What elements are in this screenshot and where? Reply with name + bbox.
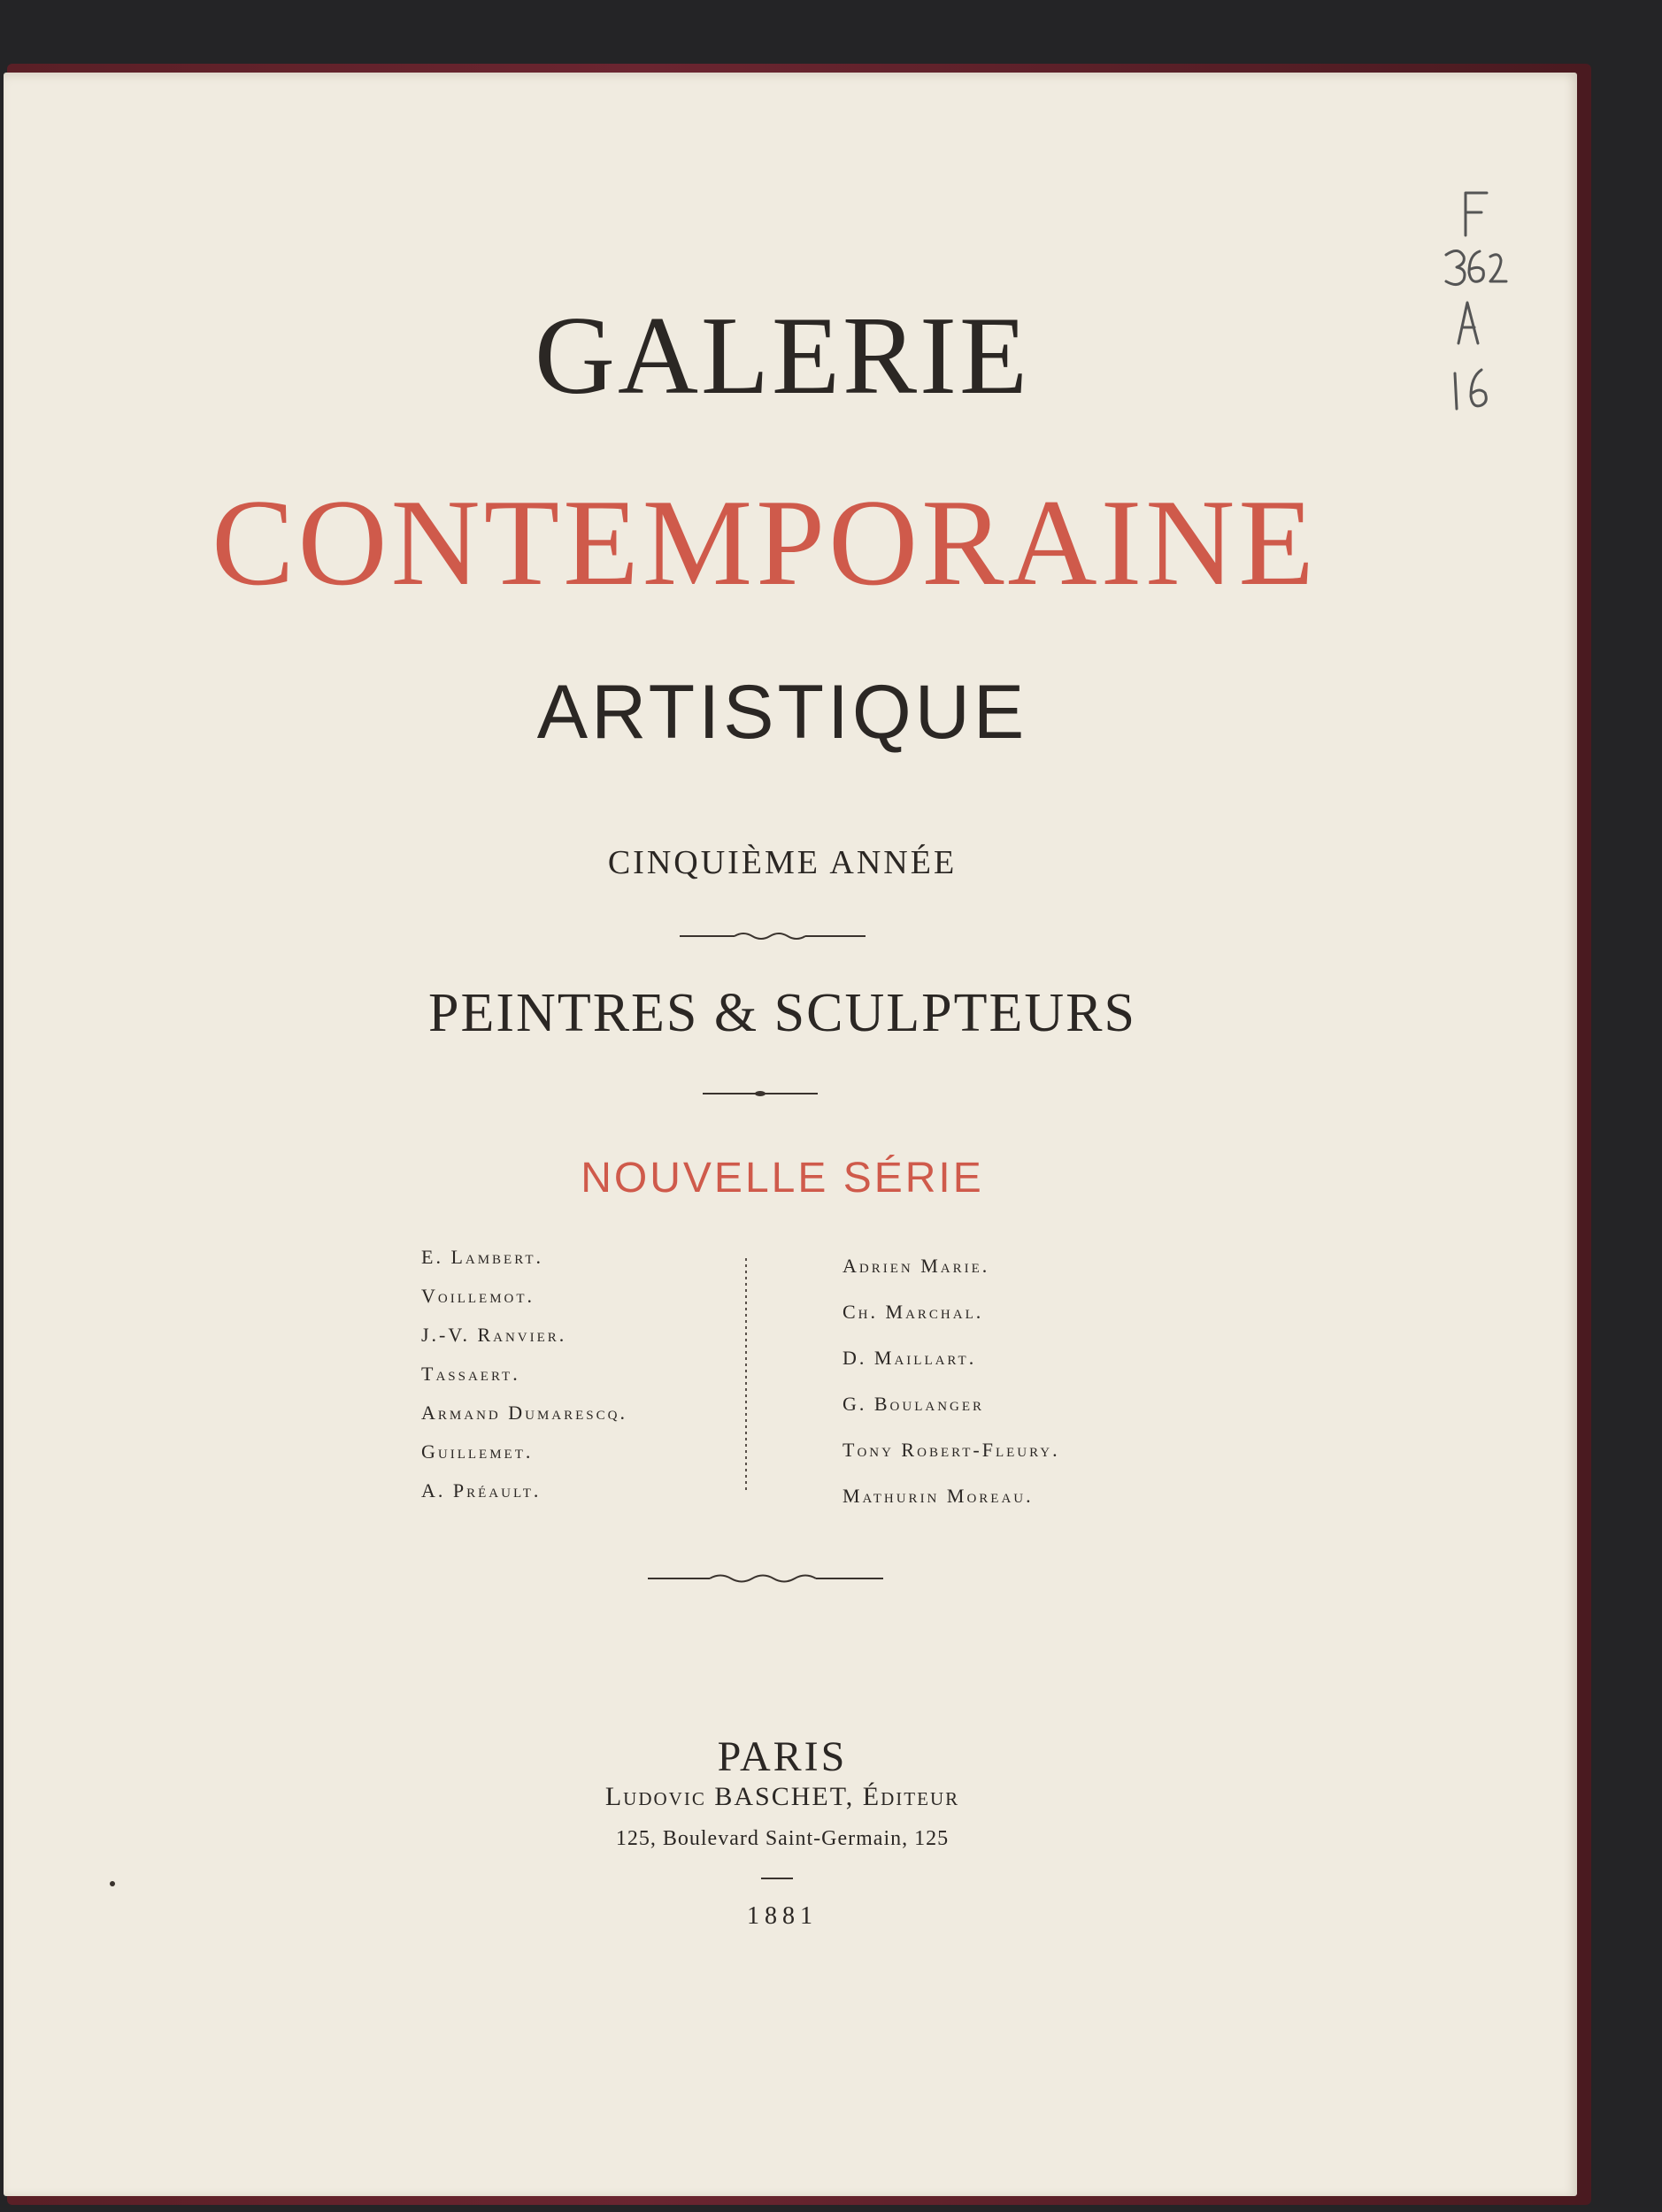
subtitle-year-edition: CINQUIÈME ANNÉE (607, 844, 958, 881)
artist-name: Tony Robert-Fleury. (843, 1439, 1060, 1461)
artist-name: Armand Dumarescq. (421, 1402, 627, 1424)
ornament-divider-middle (703, 1088, 818, 1099)
artist-name: Mathurin Moreau. (843, 1485, 1034, 1507)
imprint-city: PARIS (717, 1733, 848, 1780)
artist-name: G. Boulanger (843, 1393, 985, 1415)
artist-name: D. Maillart. (843, 1347, 977, 1369)
imprint-year: 1881 (747, 1902, 818, 1930)
column-divider-dotted (745, 1258, 747, 1490)
ornament-divider-top (680, 929, 866, 943)
ornament-divider-bottom (648, 1571, 883, 1586)
title-line-galerie: GALERIE (535, 295, 1030, 418)
artist-name: J.-V. Ranvier. (421, 1324, 567, 1346)
artist-name: Guillemet. (421, 1440, 534, 1463)
imprint-publisher: Ludovic BASCHET, Éditeur (604, 1782, 960, 1811)
artist-name: Ch. Marchal. (843, 1301, 984, 1323)
small-rule (761, 1876, 793, 1881)
title-line-artistique: ARTISTIQUE (536, 670, 1028, 755)
imprint-address: 125, Boulevard Saint-Germain, 125 (615, 1827, 950, 1850)
artist-name: E. Lambert. (421, 1246, 543, 1268)
title-page (4, 73, 1577, 2196)
artist-name: Tassaert. (421, 1363, 520, 1385)
title-line-contemporaine: CONTEMPORAINE (212, 474, 1318, 611)
series-title: PEINTRES & SCULPTEURS (428, 983, 1136, 1043)
artist-name: Voillemot. (421, 1285, 535, 1307)
nouvelle-serie-heading: NOUVELLE SÉRIE (581, 1155, 984, 1202)
handwritten-shelfmark (1428, 188, 1508, 418)
artist-name: A. Préault. (421, 1479, 542, 1502)
paper-speck (110, 1881, 115, 1886)
artist-name: Adrien Marie. (843, 1255, 990, 1277)
